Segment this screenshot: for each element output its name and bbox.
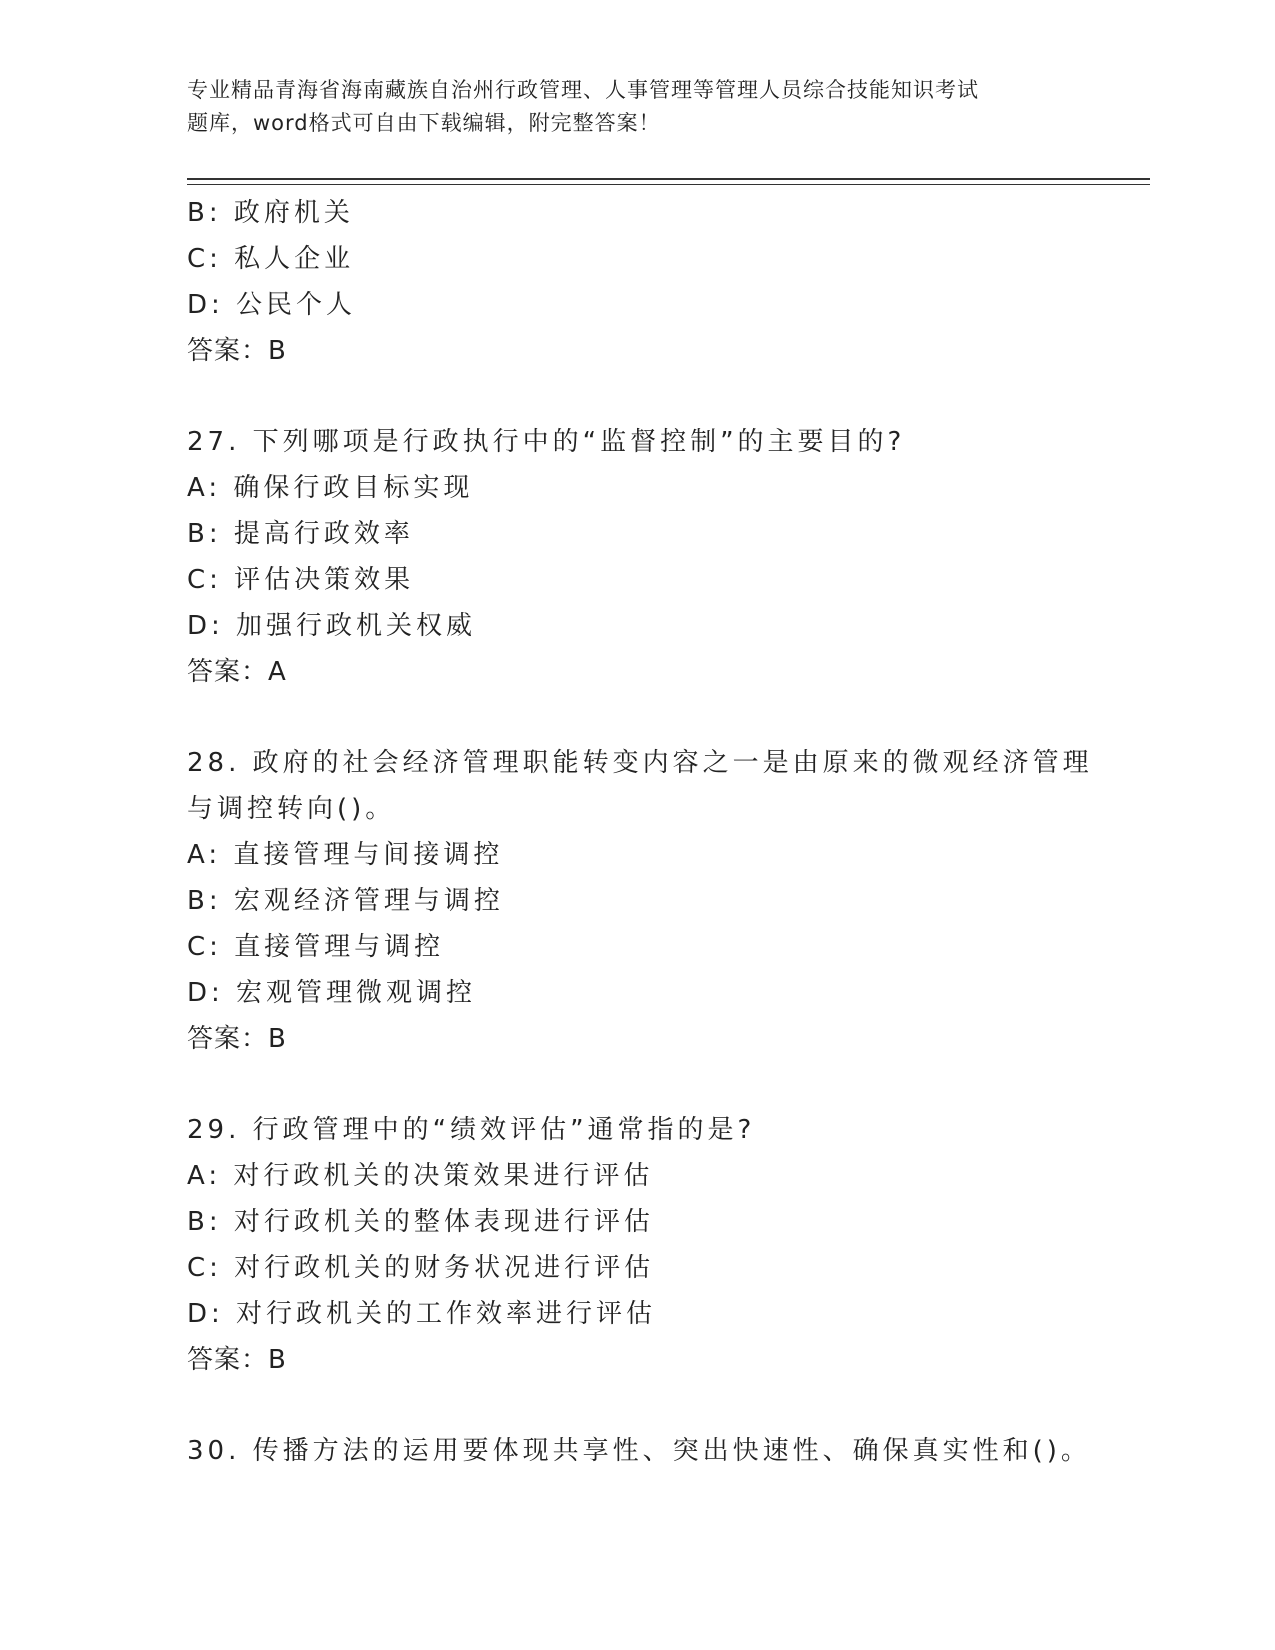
option-a: A: 直接管理与间接调控 xyxy=(187,840,504,870)
option-c: C: 评估决策效果 xyxy=(187,565,415,595)
answer-line: 答案：B xyxy=(187,1345,287,1375)
option-d: D: 公民个人 xyxy=(187,290,357,320)
question-stem-continued: 与调控转向()。 xyxy=(187,794,396,824)
question-stem: 28. 政府的社会经济管理职能转变内容之一是由原来的微观经济管理 xyxy=(187,748,1093,778)
option-a: A: 对行政机关的决策效果进行评估 xyxy=(187,1161,654,1191)
question-stem: 30. 传播方法的运用要体现共享性、突出快速性、确保真实性和()。 xyxy=(187,1436,1091,1466)
question-28 xyxy=(187,740,1093,1062)
option-c: C: 私人企业 xyxy=(187,244,355,274)
question-29 xyxy=(187,1107,1087,1383)
question-list xyxy=(187,190,1093,1474)
option-b: B: 宏观经济管理与调控 xyxy=(187,886,504,916)
option-c: C: 对行政机关的财务状况进行评估 xyxy=(187,1253,655,1283)
question-27 xyxy=(187,419,1087,695)
answer-line: 答案：B xyxy=(187,1024,287,1054)
question-stem: 27. 下列哪项是行政执行中的“监督控制”的主要目的? xyxy=(187,427,906,457)
question-30 xyxy=(187,1428,1091,1474)
header-title-line-2: 题库，word格式可自由下载编辑，附完整答案！ xyxy=(187,111,661,135)
option-c: C: 直接管理与调控 xyxy=(187,932,445,962)
option-d: D: 对行政机关的工作效率进行评估 xyxy=(187,1299,657,1329)
header-divider-thick xyxy=(187,178,1150,180)
option-d: D: 加强行政机关权威 xyxy=(187,611,477,641)
option-b: B: 提高行政效率 xyxy=(187,519,414,549)
option-b: B: 对行政机关的整体表现进行评估 xyxy=(187,1207,654,1237)
option-d: D: 宏观管理微观调控 xyxy=(187,978,477,1008)
document-header xyxy=(187,74,1087,140)
question-26-continued xyxy=(187,190,1087,374)
header-divider-thin xyxy=(187,184,1150,185)
option-b: B: 政府机关 xyxy=(187,198,354,228)
answer-line: 答案：A xyxy=(187,657,287,687)
question-stem: 29. 行政管理中的“绩效评估”通常指的是? xyxy=(187,1115,756,1145)
answer-line: 答案：B xyxy=(187,336,287,366)
option-a: A: 确保行政目标实现 xyxy=(187,473,474,503)
header-title-line-1: 专业精品青海省海南藏族自治州行政管理、人事管理等管理人员综合技能知识考试 xyxy=(187,78,979,102)
